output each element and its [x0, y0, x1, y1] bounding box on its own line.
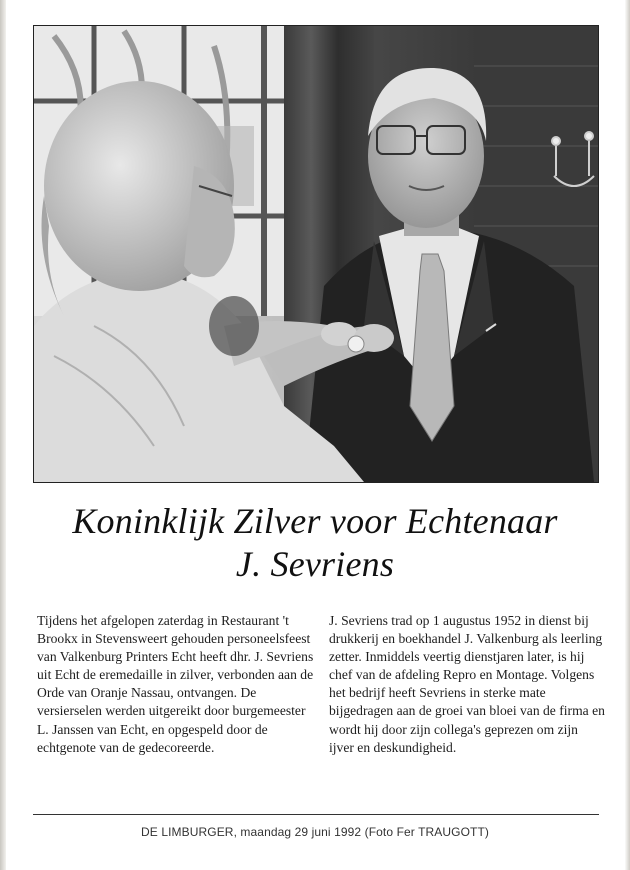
- source-credit: DE LIMBURGER, maandag 29 juni 1992 (Foto Fer TRAUGOTT): [141, 825, 489, 839]
- headline-line-2: J. Sevriens: [235, 544, 395, 584]
- headline-line-1: Koninklijk Zilver voor Echtenaar: [72, 501, 558, 541]
- scan-edge-left: [0, 0, 6, 870]
- medal: [348, 336, 364, 352]
- article-photo: [33, 25, 599, 483]
- article-column-left: Tijdens het afgelopen zaterdag in Restaurant 't Brookx in Stevensweert gehouden personeelsfeest van Valkenburg Printers Echt heeft dhr. J. Sevriens uit Echt de eremedaille in zilver, verbonden aan de Orde van Oranje Nassau, ontvangen. De versierselen werden uitgereikt door burgemeester L. Janssen van Echt, en opgespeld door de echtgenote van de gedecoreerde.: [37, 613, 314, 755]
- divider: [33, 814, 599, 815]
- scan-edge-right: [625, 0, 630, 870]
- article-column-right: J. Sevriens trad op 1 augustus 1952 in dienst bij drukkerij en boekhandel J. Valkenburg als leerling zetter. Inmiddels veertig dienstjaren later, is hij chef van de afdeling Repro en Montage. Volgens het bedrijf heeft Sevriens in sterke mate bijgedragen aan de groei van bloei van de firma en wordt hij door zijn collega's geprezen om zijn ijver en deskundigheid.: [329, 613, 605, 755]
- headline: [20, 500, 610, 586]
